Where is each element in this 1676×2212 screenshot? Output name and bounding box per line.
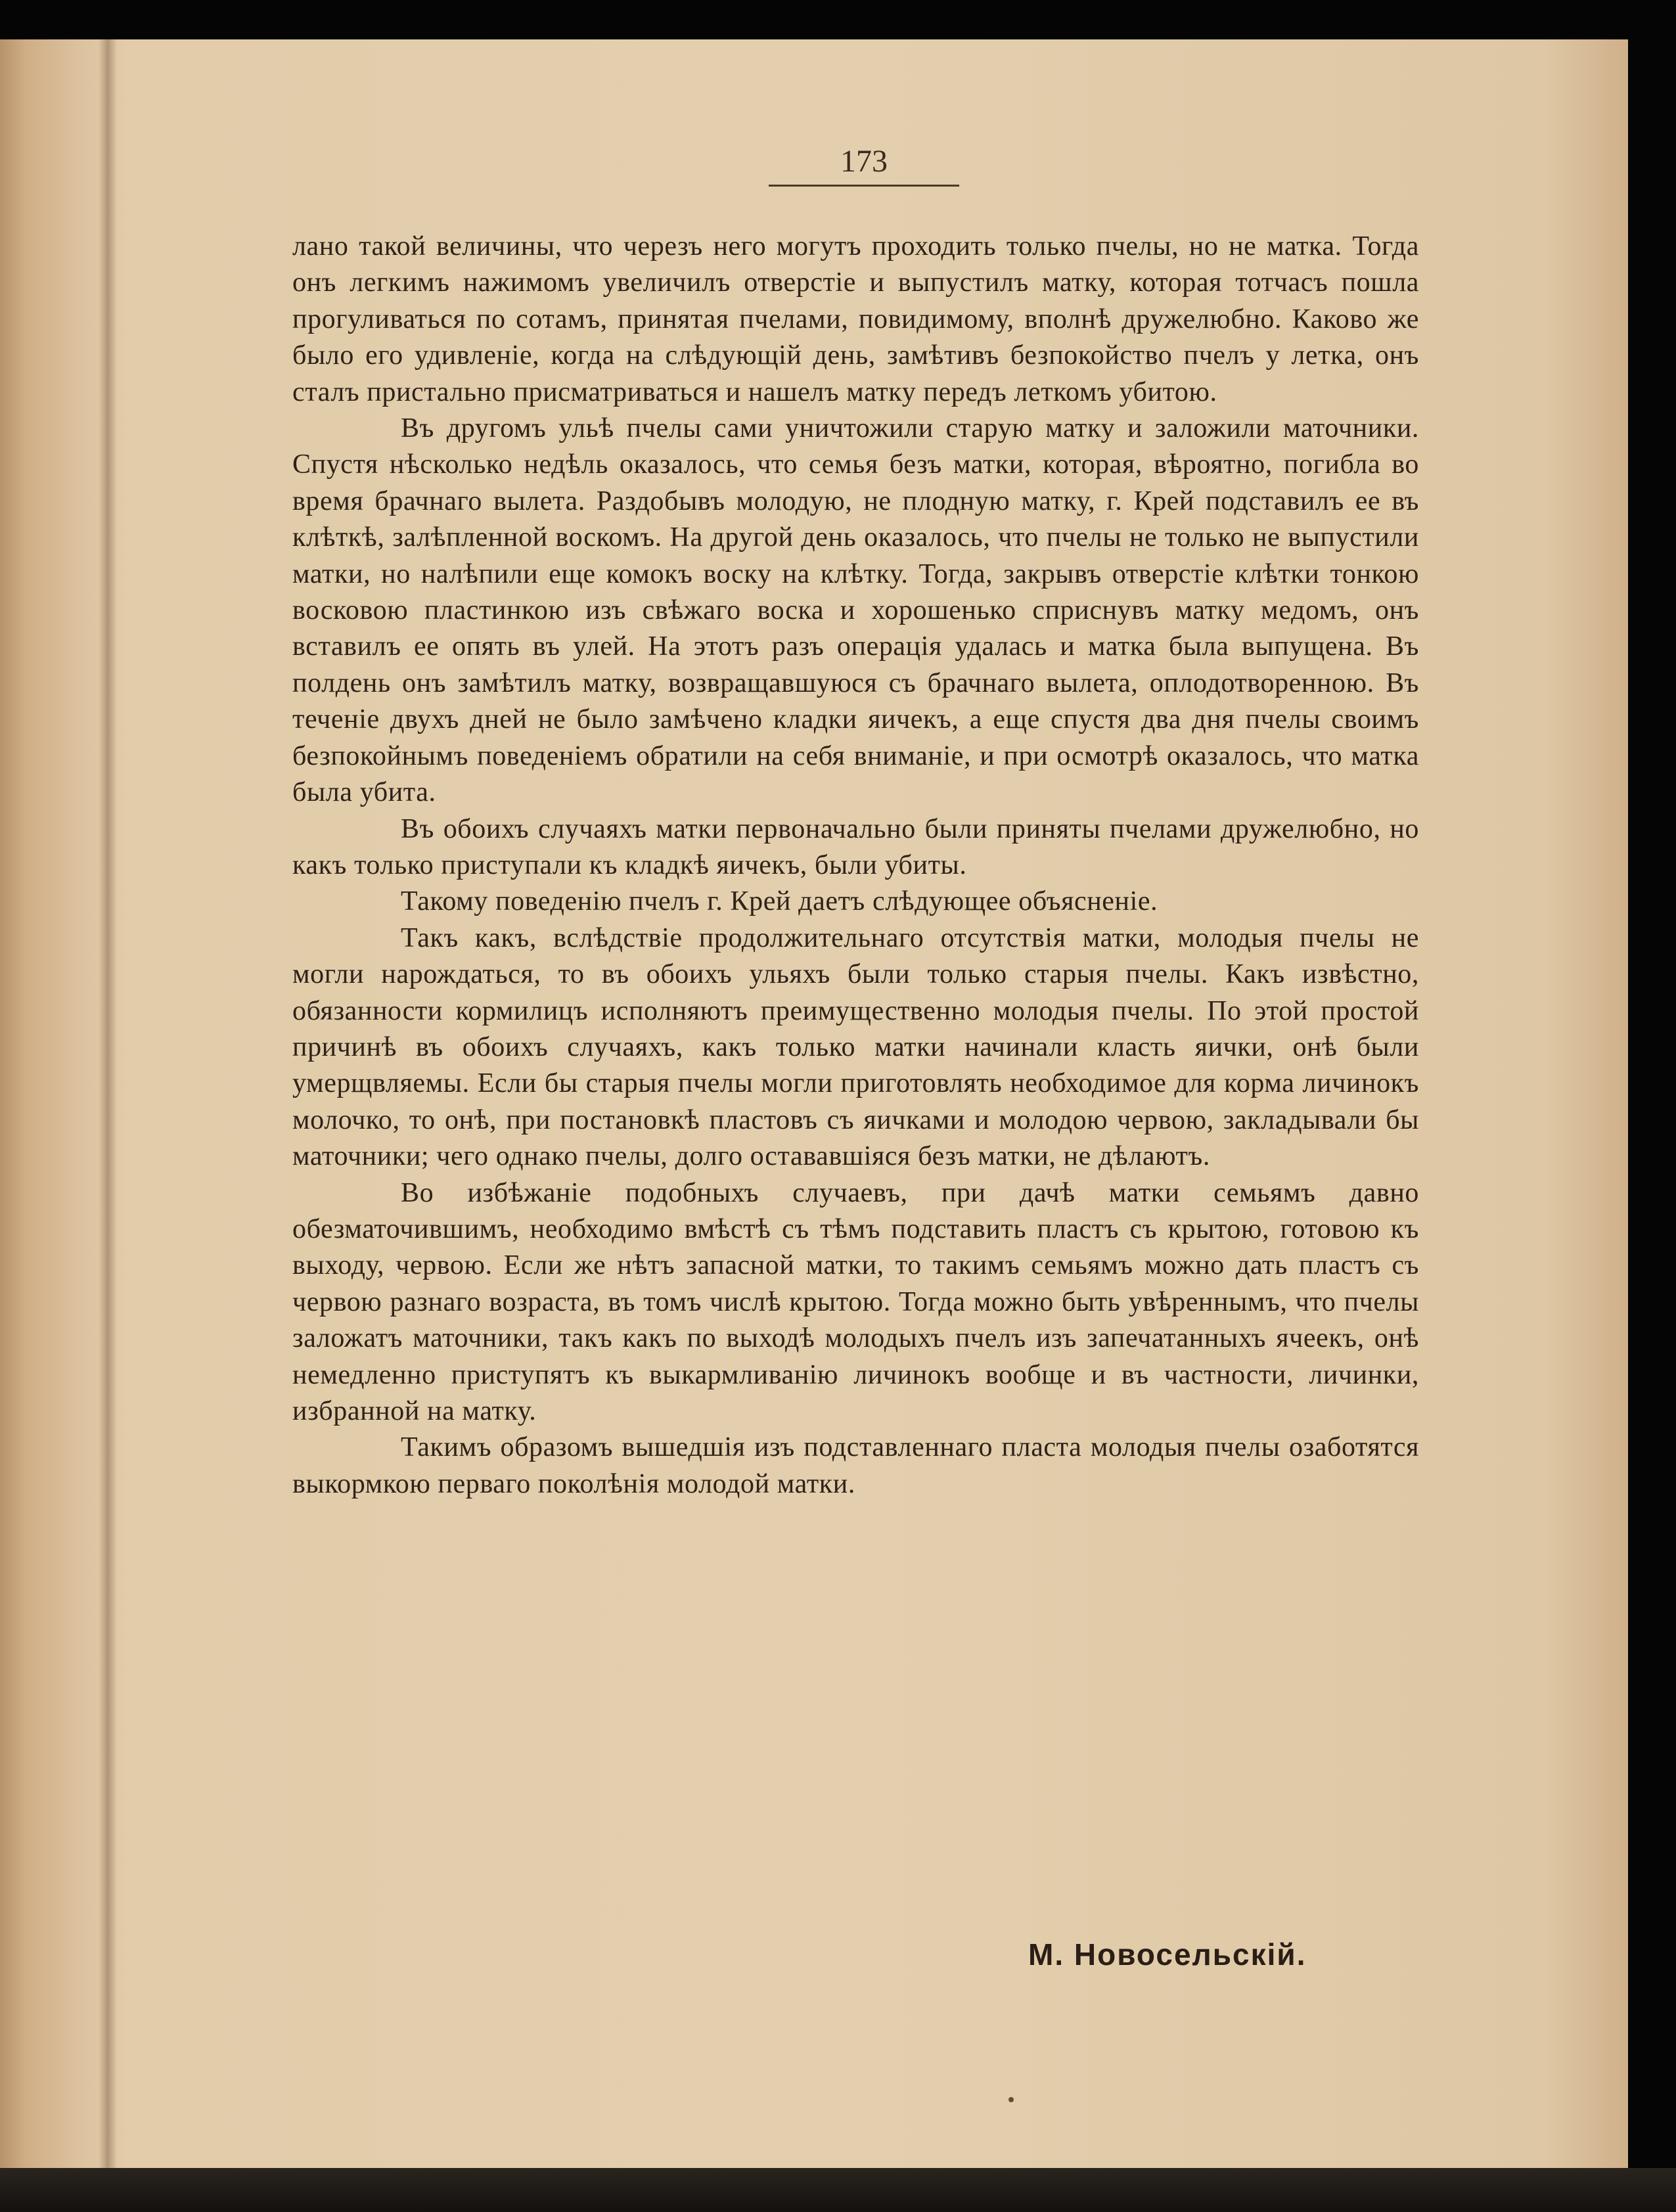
paragraph: Во избѣжаніе подобныхъ случаевъ, при дачѣ матки семьямъ давно обезматочившимъ, необходимо вмѣстѣ съ тѣмъ подставить пластъ съ крытою, готовою къ выходу, червою. Если же нѣтъ запасной матки, то такимъ семьямъ можно дать пластъ съ червою разнаго возраста, въ томъ числѣ крытою. Тогда можно быть увѣреннымъ, что пчелы заложатъ маточники, такъ какъ по выходѣ молодыхъ пчелъ изъ запечатанныхъ ячеекъ, онѣ немедленно приступятъ къ выкармливанію личинокъ вообще и въ частности, личинки, избранной на матку. (292, 1177, 1419, 1426)
paragraph: Въ другомъ ульѣ пчелы сами уничтожили старую матку и заложили маточники. Спустя нѣсколько недѣль оказалось, что семья безъ матки, которая, вѣроятно, погибла во время брачнаго вылета. Раздобывъ молодую, не плодную матку, г. Крей подставилъ ее въ клѣткѣ, залѣпленной воскомъ. На другой день оказалось, что пчелы не только не выпустили матки, но налѣпили еще комокъ воску на клѣтку. Тогда, закрывъ отверстіе клѣтки тонкою восковою пластинкою изъ свѣжаго воска и хорошенько сприснувъ матку медомъ, онъ вставилъ ее опять въ улей. На этотъ разъ операція удалась и матка была выпущена. Въ полдень онъ замѣтилъ матку, возвращавшуюся съ брачнаго вылета, оплодотворенною. Въ теченіе двухъ дней не было замѣчено кладки яичекъ, а еще спустя два дня пчелы своимъ безпокойнымъ поведеніемъ обратили на себя вниманіе, и при осмотрѣ оказалось, что матка была убита. (292, 413, 1419, 808)
ink-dot (1008, 2097, 1014, 2102)
author-signature: М. Новосельскій. (1028, 1937, 1307, 1972)
paragraph: Такъ какъ, вслѣдствіе продолжительнаго отсутствія матки, молодыя пчелы не могли нарождаться, то въ обоихъ ульяхъ были только старыя пчелы. Какъ извѣстно, обязанности кормилицъ исполняютъ преимущественно молодыя пчелы. По этой простой причинѣ въ обоихъ случаяхъ, какъ только матки начинали класть яички, онѣ были умерщвляемы. Если бы старыя пчелы могли приготовлять необходимое для корма личинокъ молочко, то онѣ, при постановкѣ пластовъ съ яичками и молодою червою, закладывали бы маточники; чего однако пчелы, долго остававшіяся безъ матки, не дѣлаютъ. (292, 922, 1419, 1172)
header-rule (769, 185, 959, 187)
page-number: 173 (840, 144, 888, 179)
paragraph: Такому поведенію пчелъ г. Крей даетъ слѣдующее объясненіе. (401, 886, 1158, 917)
article-body (292, 229, 1419, 1502)
page-spine-shadow (99, 39, 117, 2168)
paragraph: лано такой величины, что черезъ него могутъ проходить только пчелы, но не матка. Тогда онъ легкимъ нажимомъ увеличилъ отверстіе и выпустилъ матку, которая тотчасъ пошла прогуливаться по сотамъ, принятая пчелами, повидимому, вполнѣ дружелюбно. Каково же было его удивленіе, когда на слѣдующій день, замѣтивъ безпокойство пчелъ у летка, онъ сталъ пристально присматриваться и нашелъ матку передъ леткомъ убитою. (292, 231, 1419, 407)
paragraph: Такимъ образомъ вышедшія изъ подставленнаго пласта молодыя пчелы озаботятся выкормкою перваго поколѣнія молодой матки. (292, 1432, 1419, 1499)
paragraph: Въ обоихъ случаяхъ матки первоначально были приняты пчелами дружелюбно, но какъ только приступали къ кладкѣ яичекъ, были убиты. (292, 813, 1419, 880)
bottom-edge (0, 2168, 1676, 2212)
